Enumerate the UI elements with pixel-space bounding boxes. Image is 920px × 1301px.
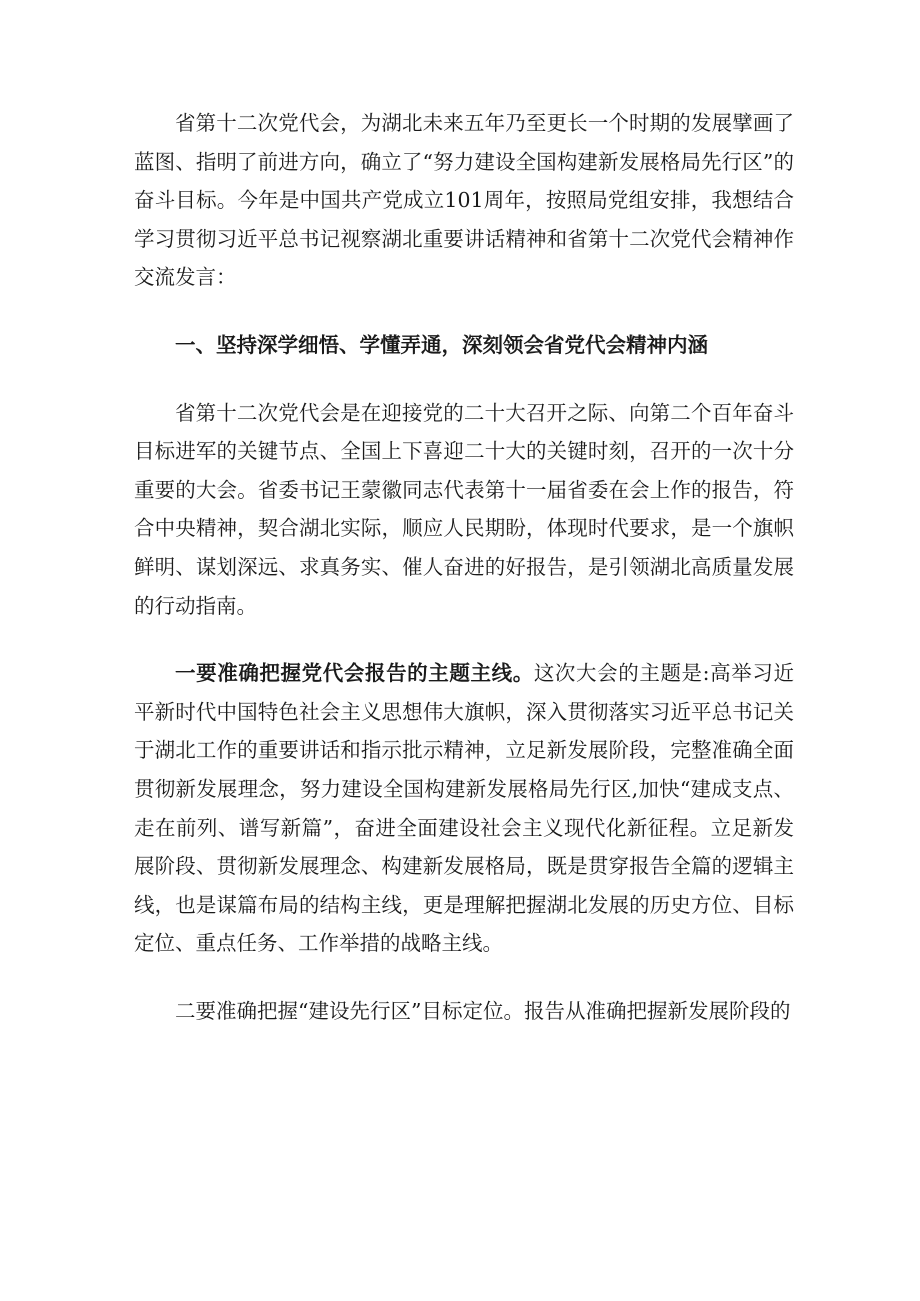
paragraph-congress-significance: 省第十二次党代会是在迎接党的二十大召开之际、向第二个百年奋斗目标进军的关键节点、全国上下喜迎二十大的关键时刻，召开的一次十分重要的大会。省委书记王蒙徽同志代表第十一届省委在会上作的报告，符合中央精神，契合湖北实际，顺应人民期盼，体现时代要求，是一个旗帜鲜明、谋划深远、求真务实、催人奋进的好报告，是引领湖北高质量发展的行动指南。 [134,400,794,618]
paragraph-intro: 省第十二次党代会，为湖北未来五年乃至更长一个时期的发展擘画了蓝图、指明了前进方向，确立了“努力建设全国构建新发展格局先行区”的奋斗目标。今年是中国共产党成立101周年，按照局党组安排，我想结合学习贯彻习近平总书记视察湖北重要讲话精神和省第十二次党代会精神作交流发言： [134,111,794,290]
paragraph-body-text: 这次大会的主题是:高举习近平新时代中国特色社会主义思想伟大旗帜，深入贯彻落实习近平总书记关于湖北工作的重要讲话和指示批示精神，立足新发展阶段，完整准确全面贯彻新发展理念，努力建设全国构建新发展格局先行区,加快“建成支点、走在前列、谱写新篇”，奋进全面建设社会主义现代化新征程。立足新发展阶段、贯彻新发展理念、构建新发展格局，既是贯穿报告全篇的逻辑主线，也是谋篇布局的结构主线，更是理解把握湖北发展的历史方位、目标定位、重点任务、工作举措的战略主线。 [134,661,794,956]
paragraph-lead-text: 一要准确把握党代会报告的主题主线。 [175,661,534,686]
document-page [134,104,794,1059]
section-heading-1: 一、坚持深学细悟、学懂弄通，深刻领会省党代会精神内涵 [175,332,708,357]
paragraph-theme-mainline [134,654,794,963]
paragraph-pilot-zone: 二要准确把握“建设先行区”目标定位。报告从准确把握新发展阶段的 [175,998,791,1023]
